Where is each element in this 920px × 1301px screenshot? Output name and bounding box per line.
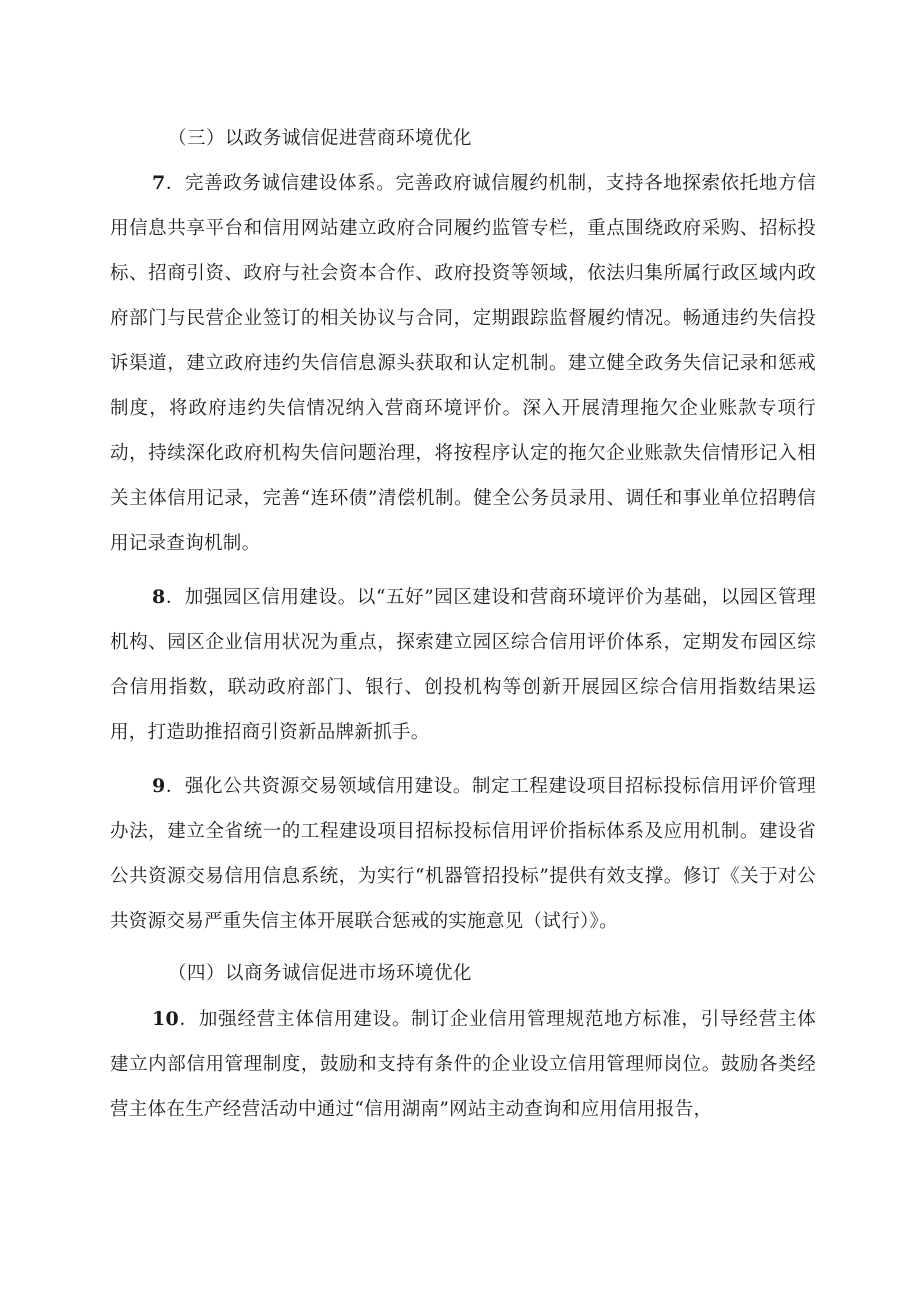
- paragraph-number: 9: [152, 775, 166, 797]
- section-heading-3: （三）以政务诚信促进营商环境优化: [168, 128, 473, 149]
- paragraph-number: 7: [152, 172, 166, 194]
- paragraph-7: [110, 161, 816, 566]
- paragraph-9: [110, 764, 816, 944]
- paragraph-8: [110, 575, 816, 755]
- paragraph-number: 10: [152, 1008, 180, 1030]
- paragraph-text: ．加强经营主体信用建设。制订企业信用管理规范地方标准，引导经营主体建立内部信用管理制度，鼓励和支持有条件的企业设立信用管理师岗位。鼓励各类经营主体在生产经营活动中通过“信用湖南”网站主动查询和应用信用报告，: [110, 1009, 816, 1120]
- paragraph-text: ．完善政务诚信建设体系。完善政府诚信履约机制，支持各地探索依托地方信用信息共享平台和信用网站建立政府合同履约监管专栏，重点围绕政府采购、招标投标、招商引资、政府与社会资本合作、政府投资等领域，依法归集所属行政区域内政府部门与民营企业签订的相关协议与合同，定期跟踪监督履约情况。畅通违约失信投诉渠道，建立政府违约失信信息源头获取和认定机制。建立健全政务失信记录和惩戒制度，将政府违约失信情况纳入营商环境评价。深入开展清理拖欠企业账款专项行动，持续深化政府机构失信问题治理，将按程序认定的拖欠企业账款失信情形记入相关主体信用记录，完善“连环债”清偿机制。健全公务员录用、调任和事业单位招聘信用记录查询机制。: [110, 173, 816, 554]
- section-heading-4: （四）以商务诚信促进市场环境优化: [168, 963, 473, 984]
- paragraph-10: [110, 997, 816, 1132]
- paragraph-text: ．强化公共资源交易领域信用建设。制定工程建设项目招标投标信用评价管理办法，建立全省统一的工程建设项目招标投标信用评价指标体系及应用机制。建设省公共资源交易信用信息系统，为实行“机器管招投标”提供有效支撑。修订《关于对公共资源交易严重失信主体开展联合惩戒的实施意见（试行）》。: [110, 776, 816, 932]
- paragraph-number: 8: [152, 586, 166, 608]
- paragraph-text: ．加强园区信用建设。以“五好”园区建设和营商环境评价为基础，以园区管理机构、园区企业信用状况为重点，探索建立园区综合信用评价体系，定期发布园区综合信用指数，联动政府部门、银行、创投机构等创新开展园区综合信用指数结果运用，打造助推招商引资新品牌新抓手。: [110, 587, 816, 743]
